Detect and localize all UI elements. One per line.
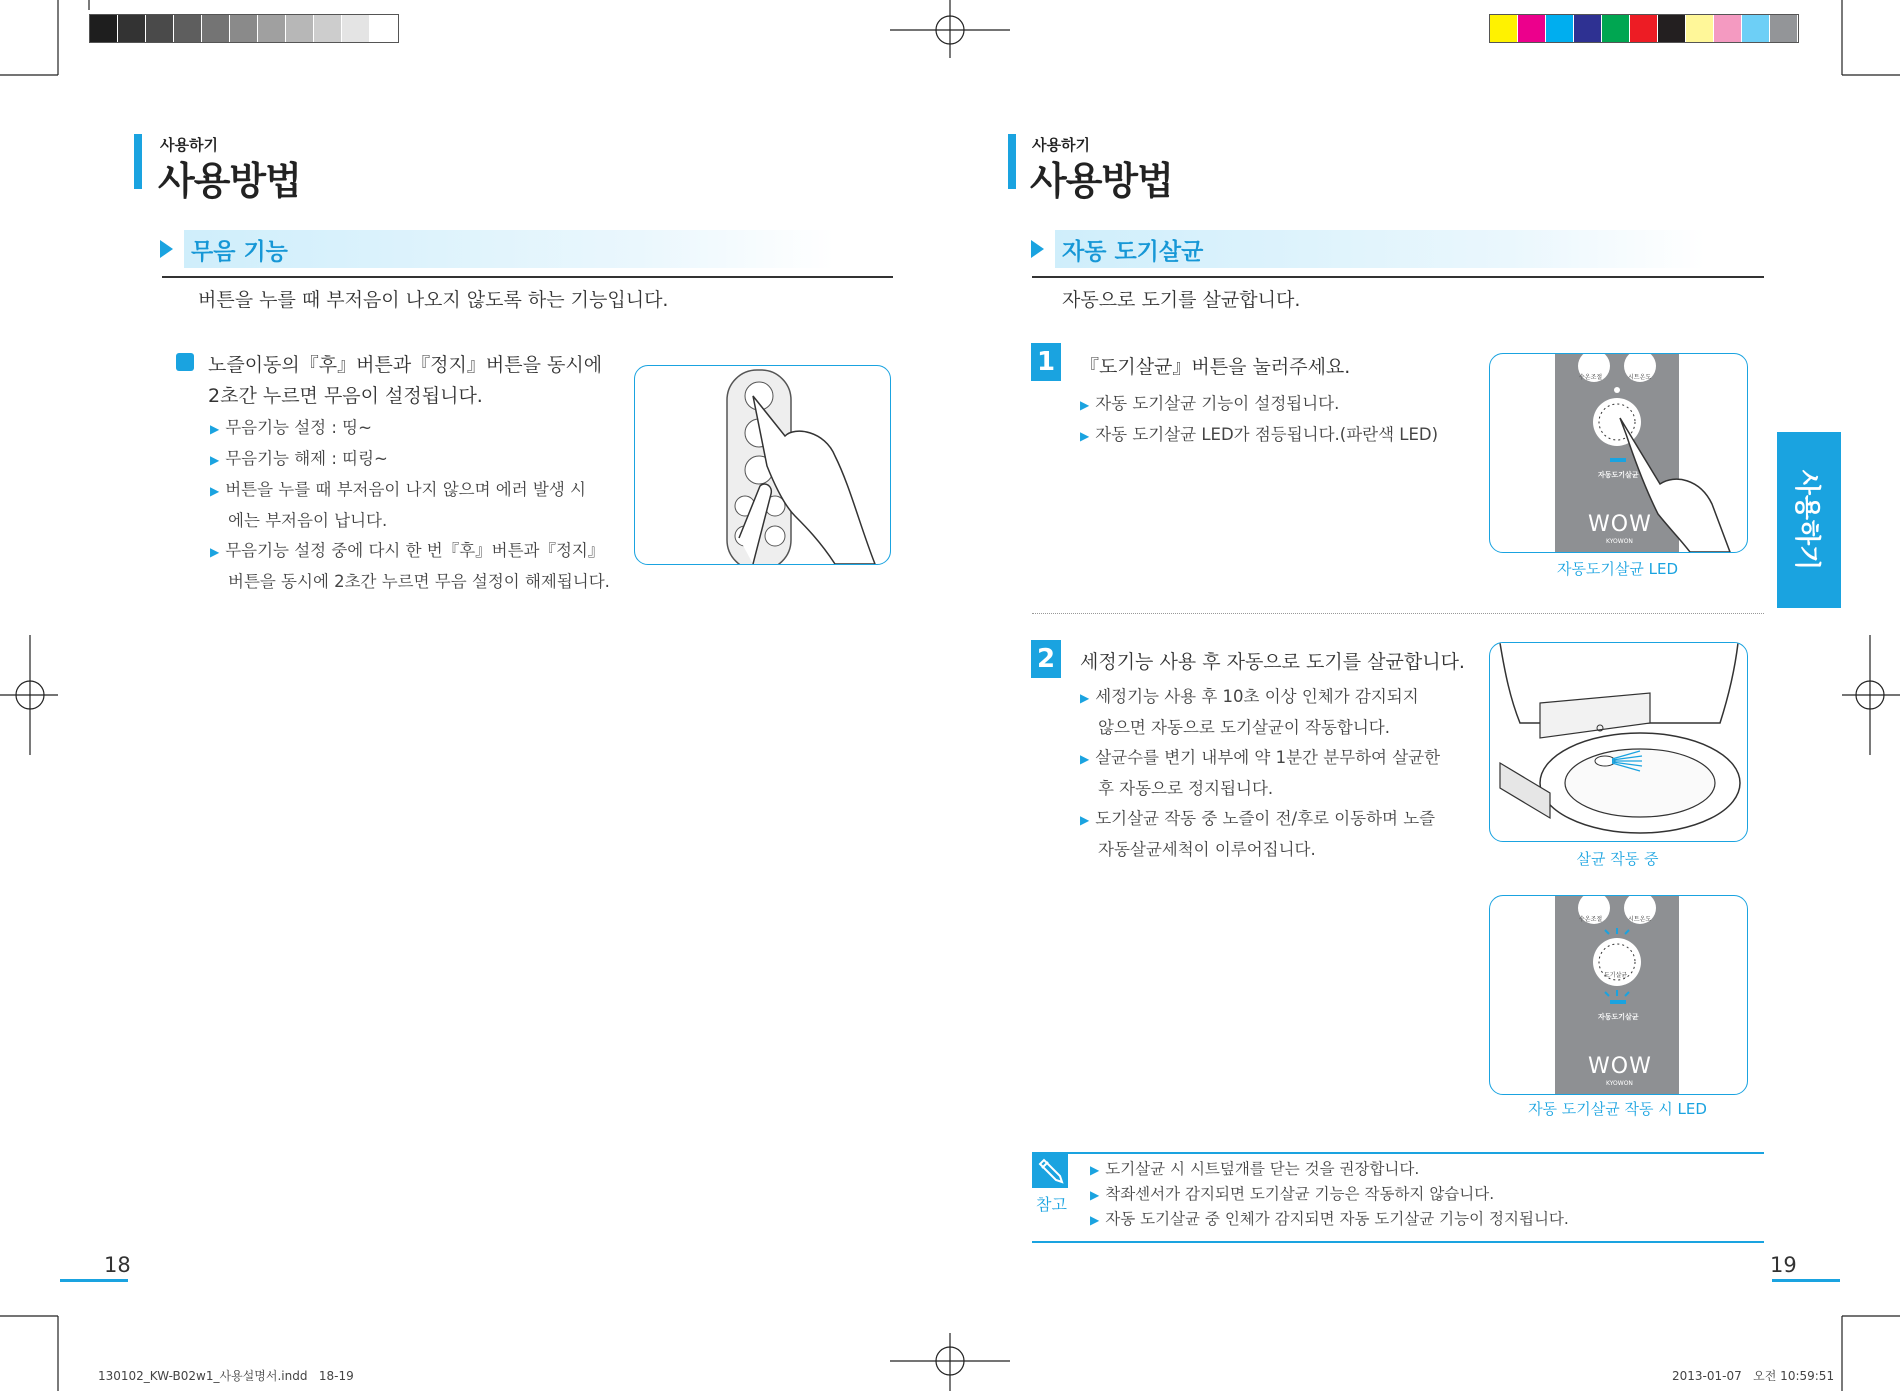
maker-logo: KYOWON [1606,1080,1633,1087]
title-accent-bar-right [1008,134,1016,189]
bidet-seat-illustration [1490,643,1747,841]
section-rule-left [162,276,893,278]
note-list [1090,1157,1750,1232]
remote-center-label: 도기살균 [1604,972,1628,979]
page-number-underline-right [1772,1279,1840,1282]
bidet-illustration-box [1489,642,1748,842]
list-item-cont [210,567,630,597]
step-number-1: 1 [1031,343,1061,381]
list-item [210,444,630,475]
triangle-bullet-icon: ▶ [210,484,220,498]
bullet-text: 무음기능 설정 중에 다시 한 번『후』버튼과『정지』 [225,541,605,560]
step-line-1: 노즐이동의『후』버튼과『정지』버튼을 동시에 [208,354,603,376]
footer-timestamp: 2013-01-07 오전 10:59:51 [1672,1369,1835,1383]
led-illustration-box-2 [1489,895,1748,1095]
list-item [1080,682,1500,713]
footer-filename: 130102_KW-B02w1_사용설명서.indd 18-19 [98,1369,354,1383]
bullet-text: 자동 도기살균 기능이 설정됩니다. [1095,394,1340,413]
remote-btn-label-left: 수온조절 [1579,374,1603,381]
list-item [1090,1207,1750,1232]
triangle-bullet-icon: ▶ [1080,752,1090,766]
triangle-bullet-icon: ▶ [1090,1163,1100,1177]
section-rule-right [1032,276,1764,278]
note-top-rule [1032,1152,1764,1154]
list-item-cont [1080,774,1500,804]
bullet-text: 에는 부저음이 납니다. [228,511,388,530]
list-item-cont [1080,713,1500,743]
triangle-bullet-icon [1031,240,1044,258]
note-bottom-rule [1032,1241,1764,1243]
category-label-right: 사용하기 [1032,136,1090,154]
bullet-text: 버튼을 동시에 2초간 누르면 무음 설정이 해제됩니다. [228,572,610,591]
page-title-right: 사용방법 [1030,159,1173,203]
section-title-sterilize: 자동 도기살균 [1062,238,1204,265]
caption-led-2: 자동 도기살균 작동 시 LED [1528,1100,1707,1118]
list-item-cont [1080,835,1500,865]
list-item [1080,743,1500,774]
bullet-text: 자동 도기살균 LED가 점등됩니다.(파란색 LED) [1095,425,1439,444]
led-illustration-box-1 [1489,353,1748,553]
triangle-bullet-icon: ▶ [1090,1213,1100,1227]
bullet-text: 자동살균세척이 이루어집니다. [1098,840,1316,859]
remote-btn-label-right: 시트온도 [1628,374,1652,381]
brand-logo: WOW [1588,512,1652,537]
remote-led-label: 자동도기살균 [1598,471,1639,479]
list-item [1090,1157,1750,1182]
note-label: 참고 [1036,1195,1067,1214]
maker-logo: KYOWON [1606,538,1633,545]
remote-btn-label-left: 수온조절 [1579,916,1603,923]
bullet-text: 살균수를 변기 내부에 약 1분간 분무하여 살균한 [1095,748,1441,767]
title-accent-bar-left [134,134,142,189]
list-item [1080,804,1500,835]
caption-led-1: 자동도기살균 LED [1556,560,1679,578]
step2-title: 세정기능 사용 후 자동으로 도기를 살균합니다. [1080,651,1465,673]
page-number-underline-left [60,1279,128,1282]
triangle-bullet-icon: ▶ [210,545,220,559]
list-item [210,475,630,506]
remote-led-label: 자동도기살균 [1598,1013,1639,1021]
intro-text-right: 자동으로 도기를 살균합니다. [1062,289,1301,311]
list-item [210,413,630,444]
remote-finger-illustration [635,366,890,564]
section-header-sterilize [1055,230,1705,268]
brand-logo: WOW [1588,1054,1652,1079]
triangle-bullet-icon: ▶ [1090,1188,1100,1202]
triangle-bullet-icon: ▶ [1080,691,1090,705]
category-label-left: 사용하기 [160,136,218,154]
triangle-bullet-icon: ▶ [1080,398,1090,412]
side-tab [1777,432,1841,608]
note-text: 도기살균 시 시트덮개를 닫는 것을 권장합니다. [1105,1160,1420,1178]
list-item [1090,1182,1750,1207]
page-title-left: 사용방법 [158,159,301,203]
caption-operating: 살균 작동 중 [1576,850,1659,868]
remote-btn-label-right: 시트온도 [1628,916,1652,923]
list-item [1080,389,1480,420]
bullet-text: 후 자동으로 정지됩니다. [1098,779,1274,798]
bullet-text: 도기살균 작동 중 노즐이 전/후로 이동하며 노즐 [1095,809,1436,828]
section-title-mute: 무음 기능 [191,238,288,265]
list-item [1080,420,1480,451]
triangle-bullet-icon [160,240,173,258]
triangle-bullet-icon: ▶ [1080,813,1090,827]
triangle-bullet-icon: ▶ [1080,429,1090,443]
side-tab-label: 사용하기 [1791,469,1822,571]
list-item-cont [210,506,630,536]
triangle-bullet-icon: ▶ [210,453,220,467]
bullet-text: 무음기능 설정 : 띵~ [225,418,372,437]
remote-illustration-box [634,365,891,565]
section-header-mute [184,230,834,268]
step1-title: 『도기살균』버튼을 눌러주세요. [1080,356,1351,378]
note-text: 자동 도기살균 중 인체가 감지되면 자동 도기살균 기능이 정지됩니다. [1105,1210,1569,1228]
bullet-text: 무음기능 해제 : 띠링~ [225,449,388,468]
list-item [210,536,630,567]
step-square-icon [176,353,194,371]
step1-bullets [1080,389,1480,451]
intro-text-left: 버튼을 누를 때 부저음이 나오지 않도록 하는 기능입니다. [198,289,669,311]
bullet-text: 버튼을 누를 때 부저음이 나지 않으며 에러 발생 시 [225,480,586,499]
triangle-bullet-icon: ▶ [210,422,220,436]
bullet-list-left [210,413,630,597]
pencil-icon [1032,1154,1068,1188]
step-line-2: 2초간 누르면 무음이 설정됩니다. [208,385,483,407]
page-number-right: 19 [1770,1253,1797,1277]
bullet-text: 않으면 자동으로 도기살균이 작동합니다. [1098,718,1390,737]
dotted-divider [1032,613,1764,614]
step2-bullets [1080,682,1500,865]
note-text: 착좌센서가 감지되면 도기살균 기능은 작동하지 않습니다. [1105,1185,1495,1203]
bullet-text: 세정기능 사용 후 10초 이상 인체가 감지되지 [1095,687,1419,706]
step-number-2: 2 [1031,640,1061,678]
page-number-left: 18 [104,1253,131,1277]
